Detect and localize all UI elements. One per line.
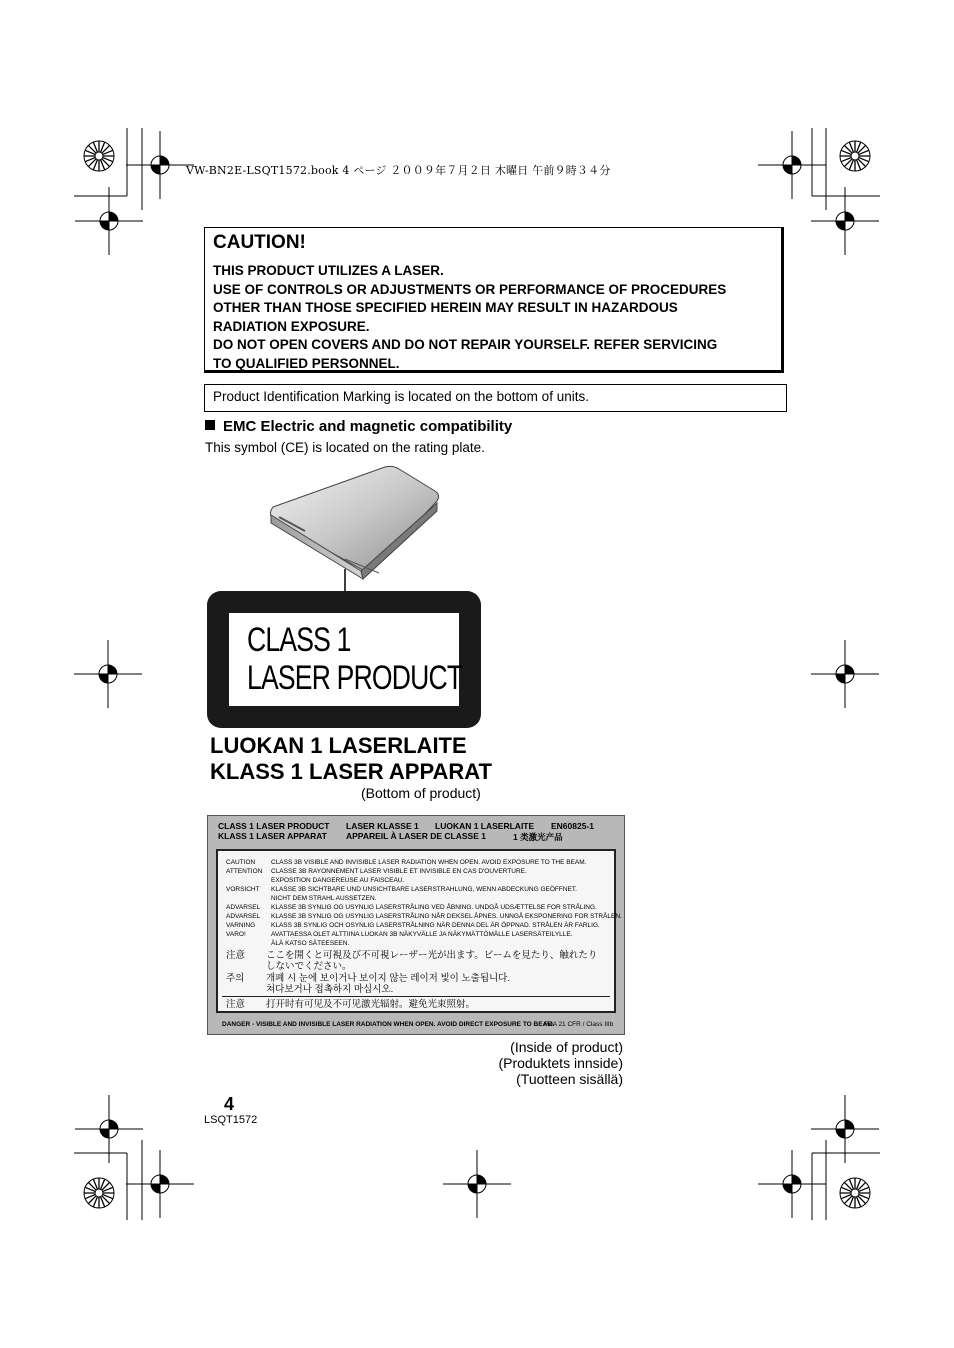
plate-cjk-text: 개폐 시 눈에 보이거나 보이지 않는 레이저 빛이 노출됩니다. [266,973,511,984]
plate-row-text: ÄLÄ KATSO SÄTEESEEN. [271,940,350,947]
caution-line: OTHER THAN THOSE SPECIFIED HEREIN MAY RESULT IN HAZARDOUS [213,300,678,315]
plate-fda-text: FDA 21 CFR / Class IIIb [544,1021,614,1028]
plate-row-text: AVATTAESSA OLET ALTTIINA LUOKAN 3B NÄKYVÄLLE JA NÄKYMÄTTÖMÄLLE LASERSÄTEILYLLE. [271,931,573,938]
plate-top-text: EN60825-1 [551,821,595,831]
emc-text: This symbol (CE) is located on the rating plate. [205,440,485,455]
plate-row-text: KLASSE 3B SYNLIG OG USYNLIG LASERSTRÅLING VED ÅBNING. UNDGÅ UDSÆTTELSE FOR STRÅLING. [271,904,597,911]
caution-line: THIS PRODUCT UTILIZES A LASER. [213,263,444,278]
emc-heading-text: EMC Electric and magnetic compatibility [223,418,513,435]
plate-row-text: KLASSE 3B SICHTBARE UND UNSICHTBARE LASERSTRAHLUNG, WENN ABDECKUNG GEÖFFNET. [271,886,577,893]
plate-cjk-key: 주의 [226,973,245,984]
plate-cjk-text: ここを開くと可視及び不可視レーザー光が出ます。ビームを見たり、触れたり [266,950,598,961]
plate-row-text: NICHT DEM STRAHL AUSSETZEN. [271,895,377,902]
bullet-square-icon [205,420,215,430]
plate-row-key: VORSICHT [226,886,260,893]
plate-cjk-text: 쳐다보거나 접촉하지 마십시오. [266,984,394,995]
inside-caption: (Inside of product) [510,1039,623,1055]
plate-top-text: 1 类激光产品 [513,832,563,842]
plate-cjk-key: 注意 [226,999,246,1010]
inside-caption: (Produktets innside) [498,1055,623,1071]
plate-row-text: CLASS 3B VISIBLE AND INVISIBLE LASER RADIATION WHEN OPEN. AVOID EXPOSURE TO THE BEAM. [271,859,587,866]
product-illustration [265,465,445,595]
laser-label-panel [229,613,463,706]
plate-row-text: EXPOSITION DANGEREUSE AU FAISCEAU. [271,877,405,884]
swedish-laser-text: KLASS 1 LASER APPARAT [210,759,492,784]
emc-heading [205,418,512,435]
plate-row-key: ATTENTION [226,868,263,875]
inside-caption: (Tuotteen sisällä) [516,1071,623,1087]
plate-top-text: KLASS 1 LASER APPARAT [218,831,327,841]
plate-cjk-text: しないでください。 [266,961,352,972]
plate-row-key: CAUTION [226,859,256,866]
caution-line: USE OF CONTROLS OR ADJUSTMENTS OR PERFORMANCE OF PROCEDURES [213,281,727,297]
caution-line: TO QUALIFIED PERSONNEL. [213,355,400,371]
plate-row-text: KLASS 3B SYNLIG OCH OSYNLIG LASERSTRÅLNING NÄR DENNA DEL ÄR ÖPPNAD. STRÅLEN ÄR FARLIG. [271,922,600,929]
plate-top-text: LUOKAN 1 LASERLAITE [435,821,535,831]
caution-box [204,227,784,373]
laser-label-line2: LASER PRODUCT [247,659,463,697]
file-info-header: VW-BN2E-LSQT1572.book 4 ページ ２００９年７月２日 木曜日 午前９時３４分 [186,164,611,177]
plate-row-text: KLASSE 3B SYNLIG OG USYNLIG LASERSTRÅLING NÅR DEKSEL ÅPNES. UNNGÅ EKSPONERING FOR STRÅLEN. [271,913,622,920]
page-number: 4 [224,1094,235,1114]
laser-warning-plate [207,815,625,1035]
plate-row-text: CLASSE 3B RAYONNEMENT LASER VISIBLE ET INVISIBLE EN CAS D'OUVERTURE. [271,868,527,875]
finnish-laser-text: LUOKAN 1 LASERLAITE [210,733,467,758]
plate-row-key: ADVARSEL [226,913,261,920]
document-code: LSQT1572 [204,1114,258,1126]
plate-warning-panel [216,849,622,1013]
plate-cjk-text: 打开时有可见及不可见激光辐射。避免光束照射。 [266,999,476,1010]
plate-danger-text: DANGER - VISIBLE AND INVISIBLE LASER RADIATION WHEN OPEN. AVOID DIRECT EXPOSURE TO BEAM. [222,1021,555,1028]
caution-line: RADIATION EXPOSURE. [213,318,370,334]
laser-class-label [207,591,481,728]
laser-label-line1: CLASS 1 [247,621,351,659]
plate-top-text: APPAREIL À LASER DE CLASSE 1 [346,831,486,841]
plate-divider [222,996,610,997]
plate-top-text: CLASS 1 LASER PRODUCT [218,821,330,831]
plate-cjk-key: 注意 [226,950,246,961]
caution-title: CAUTION! [213,232,306,253]
bottom-of-product-caption: (Bottom of product) [361,785,481,801]
plate-row-key: VARO! [226,931,246,938]
identification-note: Product Identification Marking is located on the bottom of units. [204,384,787,412]
plate-row-key: VARNING [226,922,256,929]
plate-row-key: ADVARSEL [226,904,261,911]
plate-top-text: LASER KLASSE 1 [346,821,419,831]
caution-line: DO NOT OPEN COVERS AND DO NOT REPAIR YOURSELF. REFER SERVICING [213,337,718,352]
